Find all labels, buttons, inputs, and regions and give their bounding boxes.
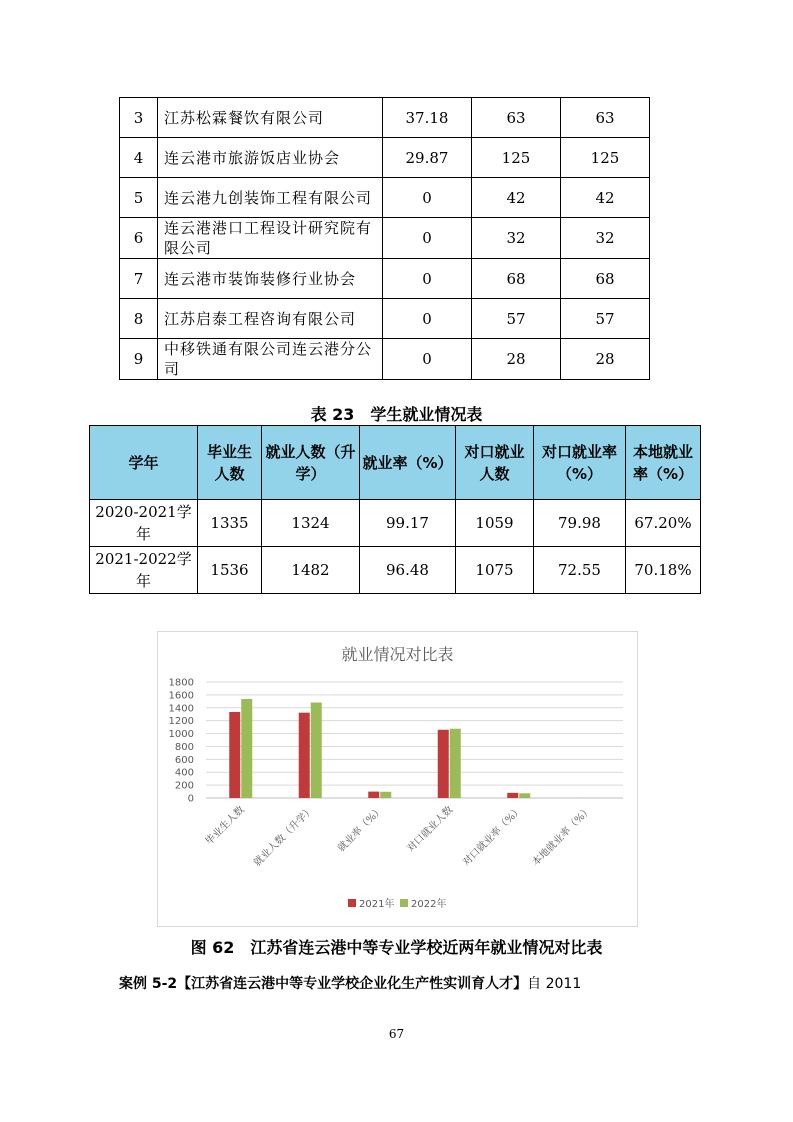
company-name: 连云港市旅游饭店业协会 [158, 138, 383, 178]
y-tick-label: 200 [174, 780, 194, 792]
value-cell: 68 [472, 259, 561, 299]
y-tick-label: 400 [174, 767, 194, 779]
row-number: 4 [120, 138, 158, 178]
legend-swatch [400, 899, 408, 907]
legend-label: 2021年 [359, 899, 395, 910]
company-table [119, 97, 650, 380]
chart-title: 就业情况对比表 [341, 645, 454, 664]
value-cell: 57 [472, 299, 561, 339]
value-cell: 28 [561, 339, 650, 380]
employment-table [89, 425, 701, 594]
y-tick-label: 1200 [168, 716, 194, 728]
value-cell: 32 [472, 218, 561, 259]
x-tick-label: 对口就业率（%） [460, 804, 525, 869]
bar [229, 712, 240, 798]
company-name: 江苏启泰工程咨询有限公司 [158, 299, 383, 339]
value-cell: 1335 [198, 500, 262, 547]
company-name: 连云港市装饰装修行业协会 [158, 259, 383, 299]
column-header: 就业人数（升学） [262, 426, 360, 500]
column-header: 学年 [90, 426, 198, 500]
table-row [90, 500, 701, 547]
row-number: 6 [120, 218, 158, 259]
y-tick-label: 800 [174, 741, 194, 753]
row-number: 3 [120, 98, 158, 138]
value-cell: 68 [561, 259, 650, 299]
value-cell: 70.18% [626, 547, 701, 594]
company-name: 中移铁通有限公司连云港分公司 [158, 339, 383, 380]
value-cell: 0 [383, 259, 472, 299]
value-cell: 79.98 [534, 500, 626, 547]
value-cell: 32 [561, 218, 650, 259]
company-name: 连云港港口工程设计研究院有限公司 [158, 218, 383, 259]
bar [380, 792, 391, 798]
value-cell: 1059 [456, 500, 534, 547]
value-cell: 67.20% [626, 500, 701, 547]
x-tick-label: 就业人数（升学） [252, 804, 317, 869]
y-tick-label: 600 [174, 754, 194, 766]
row-number: 5 [120, 178, 158, 218]
y-tick-label: 1800 [168, 677, 194, 689]
page-number: 67 [388, 1027, 405, 1041]
value-cell: 63 [561, 98, 650, 138]
x-tick-label: 对口就业人数 [405, 804, 456, 855]
value-cell: 72.55 [534, 547, 626, 594]
table-row [90, 547, 701, 594]
x-tick-label: 就业率（%） [336, 804, 386, 855]
bar [299, 713, 310, 798]
x-tick-label: 本地就业率（%） [530, 804, 595, 869]
column-header: 本地就业率（%） [626, 426, 701, 500]
value-cell: 57 [561, 299, 650, 339]
case-heading-line [119, 973, 581, 993]
bar [507, 793, 518, 798]
value-cell: 125 [561, 138, 650, 178]
value-cell: 1075 [456, 547, 534, 594]
value-cell: 0 [383, 339, 472, 380]
company-name: 江苏松霖餐饮有限公司 [158, 98, 383, 138]
table-row [120, 178, 650, 218]
value-cell: 29.87 [383, 138, 472, 178]
table-row [120, 98, 650, 138]
bar [450, 729, 461, 798]
value-cell: 1482 [262, 547, 360, 594]
bar [241, 699, 252, 798]
value-cell: 63 [472, 98, 561, 138]
y-tick-label: 1000 [168, 729, 194, 741]
bar [519, 793, 530, 798]
school-year-cell: 2021-2022学年 [90, 547, 198, 594]
column-header: 毕业生人数 [198, 426, 262, 500]
table-row [120, 259, 650, 299]
company-name: 连云港九创装饰工程有限公司 [158, 178, 383, 218]
value-cell: 0 [383, 178, 472, 218]
row-number: 8 [120, 299, 158, 339]
value-cell: 37.18 [383, 98, 472, 138]
y-tick-label: 1400 [168, 703, 194, 715]
figure-caption: 图 62 江苏省连云港中等专业学校近两年就业情况对比表 [190, 938, 603, 957]
case-heading-rest: 自 2011 [527, 976, 582, 992]
value-cell: 0 [383, 218, 472, 259]
bar [368, 792, 379, 798]
bar [311, 702, 322, 798]
employment-table-caption: 表 23 学生就业情况表 [310, 405, 483, 424]
value-cell: 96.48 [360, 547, 456, 594]
y-tick-label: 0 [187, 793, 194, 805]
row-number: 7 [120, 259, 158, 299]
value-cell: 125 [472, 138, 561, 178]
value-cell: 28 [472, 339, 561, 380]
legend-swatch [348, 899, 356, 907]
y-tick-label: 1600 [168, 690, 194, 702]
table-row [120, 138, 650, 178]
value-cell: 42 [561, 178, 650, 218]
chart-canvas [158, 632, 637, 926]
value-cell: 0 [383, 299, 472, 339]
school-year-cell: 2020-2021学年 [90, 500, 198, 547]
table-row [120, 218, 650, 259]
row-number: 9 [120, 339, 158, 380]
value-cell: 1324 [262, 500, 360, 547]
legend-label: 2022年 [411, 899, 447, 910]
case-heading-bold: 案例 5-2【江苏省连云港中等专业学校企业化生产性实训育人才】 [119, 976, 528, 992]
bar [438, 730, 449, 798]
x-tick-label: 毕业生人数 [203, 804, 247, 848]
column-header: 就业率（%） [360, 426, 456, 500]
value-cell: 42 [472, 178, 561, 218]
table-row [120, 299, 650, 339]
value-cell: 1536 [198, 547, 262, 594]
table-row [120, 339, 650, 380]
employment-comparison-chart [157, 631, 638, 927]
column-header: 对口就业人数 [456, 426, 534, 500]
column-header: 对口就业率（%） [534, 426, 626, 500]
value-cell: 99.17 [360, 500, 456, 547]
